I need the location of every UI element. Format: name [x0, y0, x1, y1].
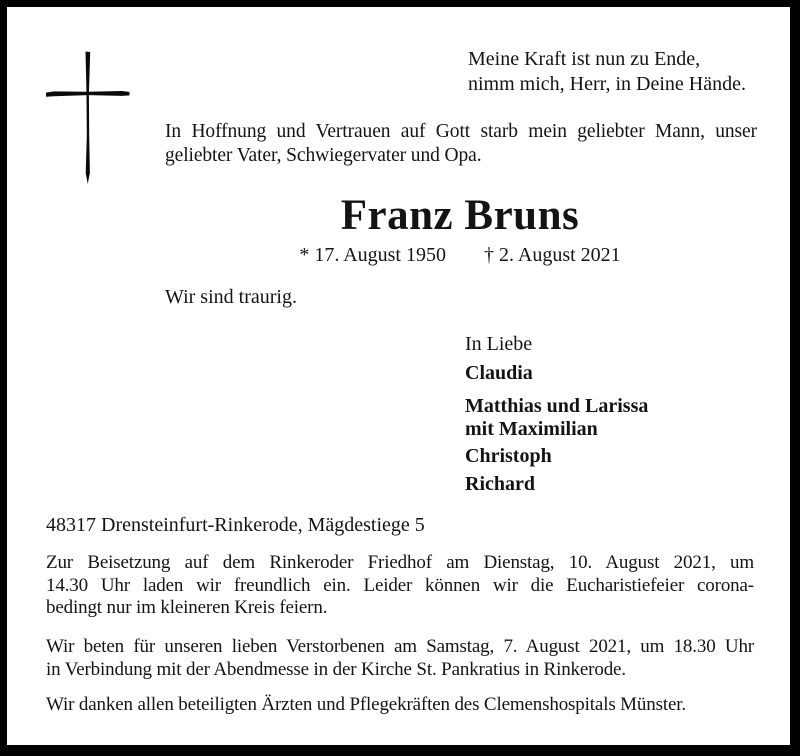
address-line: 48317 Drensteinfurt-Rinkerode, Mägdestiege 5: [46, 514, 425, 536]
burial-paragraph: [46, 552, 754, 620]
mourner-name: Richard: [465, 473, 535, 495]
paragraph-line: in Verbindung mit der Abendmesse in der Kirche St. Pankratius in Rinkerode.: [46, 658, 626, 680]
birth-date: * 17. August 1950: [299, 244, 446, 266]
epigraph: [468, 47, 746, 97]
mourners-block: [465, 333, 648, 495]
paragraph-line: Wir danken allen beteiligten Ärzten und Pflegekräften des Clemenshospitals Münster.: [46, 694, 686, 715]
life-dates: [165, 243, 755, 267]
paragraph-line: Zur Beisetzung auf dem Rinkeroder Friedhof am Dienstag, 10. August 2021, um: [46, 552, 754, 573]
intro-paragraph: [165, 120, 757, 168]
cross-icon: [44, 46, 132, 186]
intro-line: geliebter Vater, Schwiegervater und Opa.: [165, 145, 482, 166]
mourner-name: Matthias und Larissa: [465, 395, 649, 417]
deceased-block: [165, 193, 755, 267]
mourner-name: Christoph: [465, 445, 552, 467]
grief-line: Wir sind traurig.: [165, 286, 297, 308]
mourner-name: Claudia: [465, 362, 533, 384]
paragraph-line: Wir beten für unseren lieben Verstorbenen am Samstag, 7. August 2021, um 18.30 Uhr: [46, 636, 754, 657]
death-date: † 2. August 2021: [484, 244, 621, 266]
thanks-paragraph: [46, 694, 754, 717]
intro-line: In Hoffnung und Vertrauen auf Gott starb mein geliebter Mann, unser: [165, 121, 757, 142]
paragraph-line: bedingt nur im kleineren Kreis feiern.: [46, 597, 328, 618]
deceased-name: Franz Bruns: [340, 192, 580, 239]
paragraph-line: 14.30 Uhr laden wir freundlich ein. Leider können wir die Eucharistiefeier corona-: [46, 574, 754, 596]
mourners-heading: In Liebe: [465, 333, 533, 355]
prayer-paragraph: [46, 636, 754, 681]
mourner-name: mit Maximilian: [465, 418, 598, 440]
epigraph-line: Meine Kraft ist nun zu Ende,: [468, 48, 701, 70]
epigraph-line: nimm mich, Herr, in Deine Hände.: [468, 73, 747, 95]
